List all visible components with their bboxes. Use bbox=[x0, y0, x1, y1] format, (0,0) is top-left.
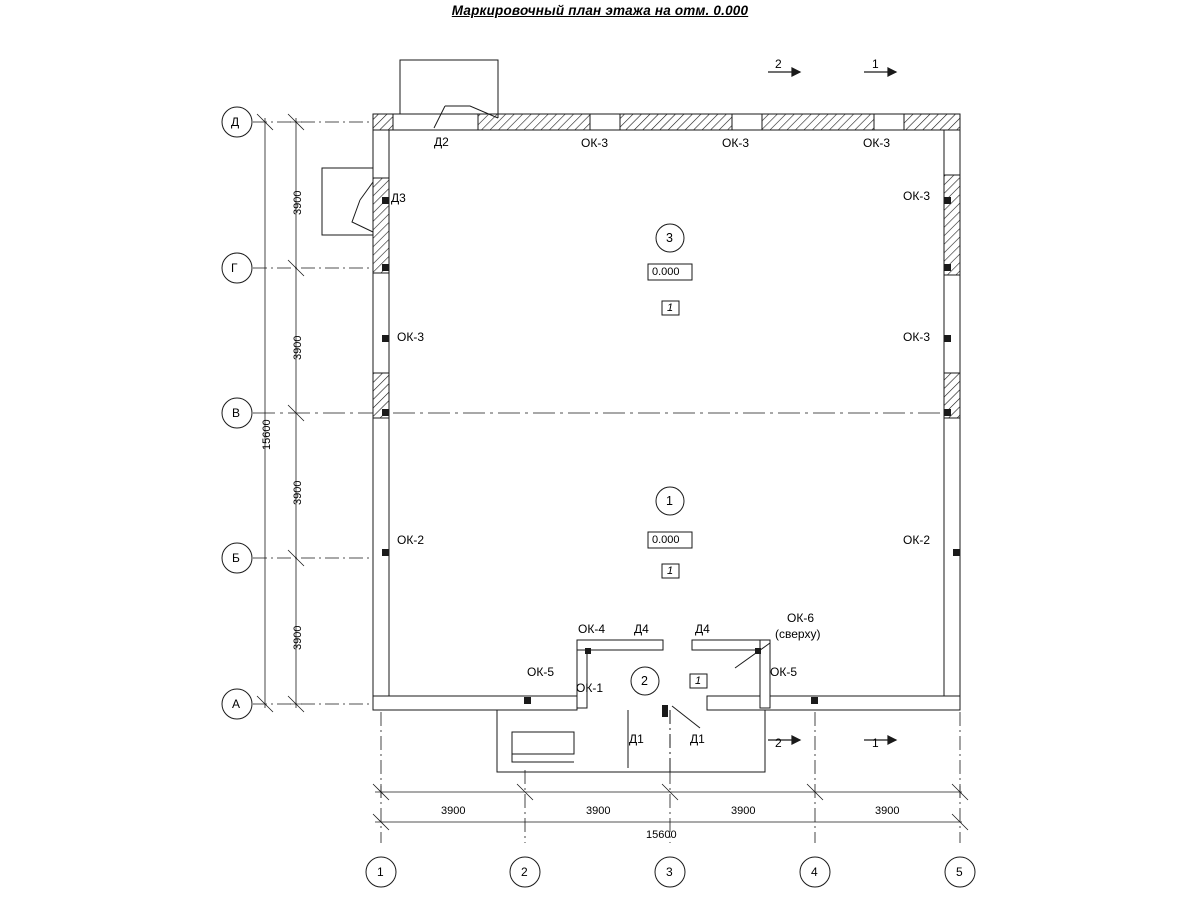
dim-horizontal-4: 3900 bbox=[875, 805, 900, 817]
axis-bubbles bbox=[222, 107, 975, 887]
axis-label-a: А bbox=[232, 697, 241, 711]
room-note-3: 1 bbox=[667, 302, 674, 314]
window-label: ОК-5 bbox=[770, 665, 797, 679]
dim-horizontal-2: 3900 bbox=[586, 805, 611, 817]
d1-leader bbox=[672, 706, 700, 728]
axis-label-1: 1 bbox=[377, 865, 384, 879]
dim-vertical-3: 3900 bbox=[292, 480, 304, 505]
window-label: ОК-3 bbox=[397, 330, 424, 344]
axis-label-2: 2 bbox=[521, 865, 528, 879]
window-label: ОК-3 bbox=[863, 136, 890, 150]
section-label-bottom-1: 1 bbox=[872, 736, 879, 750]
grid-axis-lines bbox=[253, 122, 960, 843]
dim-vertical-4: 3900 bbox=[292, 625, 304, 650]
axis-label-v: В bbox=[232, 406, 241, 420]
window-label-ok6-note: (сверху) bbox=[775, 627, 821, 641]
window-label: ОК-4 bbox=[578, 622, 605, 636]
window-label: ОК-2 bbox=[903, 533, 930, 547]
page-title: Маркировочный план этажа на отм. 0.000 bbox=[451, 3, 749, 18]
axis-label-4: 4 bbox=[811, 865, 818, 879]
section-label-top-2: 2 bbox=[775, 57, 782, 71]
window-label-ok6: ОК-6 bbox=[787, 611, 814, 625]
window-label: ОК-3 bbox=[903, 189, 930, 203]
window-label: ОК-3 bbox=[581, 136, 608, 150]
entrance-porch-left bbox=[322, 168, 373, 235]
room-number-3: 3 bbox=[666, 231, 673, 245]
section-label-bottom-2: 2 bbox=[775, 736, 782, 750]
window-label: ОК-5 bbox=[527, 665, 554, 679]
section-label-top-1: 1 bbox=[872, 57, 879, 71]
axis-label-3: 3 bbox=[666, 865, 673, 879]
room-level-3: 0.000 bbox=[652, 266, 680, 278]
axis-label-5: 5 bbox=[956, 865, 963, 879]
dim-horizontal-3: 3900 bbox=[731, 805, 756, 817]
axis-label-b: Б bbox=[232, 551, 240, 565]
dim-horizontal-total: 15600 bbox=[646, 829, 677, 841]
room-level-1: 0.000 bbox=[652, 534, 680, 546]
room-number-1: 1 bbox=[666, 494, 673, 508]
window-label: ОК-3 bbox=[903, 330, 930, 344]
window-label: ОК-2 bbox=[397, 533, 424, 547]
window-label: ОК-3 bbox=[722, 136, 749, 150]
door-label: Д2 bbox=[434, 135, 449, 149]
dim-vertical-total: 15600 bbox=[261, 419, 273, 450]
axis-label-g: Г bbox=[231, 261, 238, 275]
door-label: Д1 bbox=[629, 732, 644, 746]
door-label: Д4 bbox=[634, 622, 649, 636]
axis-label-d: Д bbox=[231, 115, 240, 129]
door-label: Д3 bbox=[391, 191, 406, 205]
dim-vertical-2: 3900 bbox=[292, 335, 304, 360]
window-label: ОК-1 bbox=[576, 681, 603, 695]
dim-vertical-1: 3900 bbox=[292, 190, 304, 215]
room-note-2: 1 bbox=[695, 675, 702, 687]
room-number-2: 2 bbox=[641, 674, 648, 688]
door-label: Д1 bbox=[690, 732, 705, 746]
building-walls bbox=[373, 114, 960, 710]
dim-horizontal-1: 3900 bbox=[441, 805, 466, 817]
room-note-1: 1 bbox=[667, 565, 674, 577]
door-label: Д4 bbox=[695, 622, 710, 636]
